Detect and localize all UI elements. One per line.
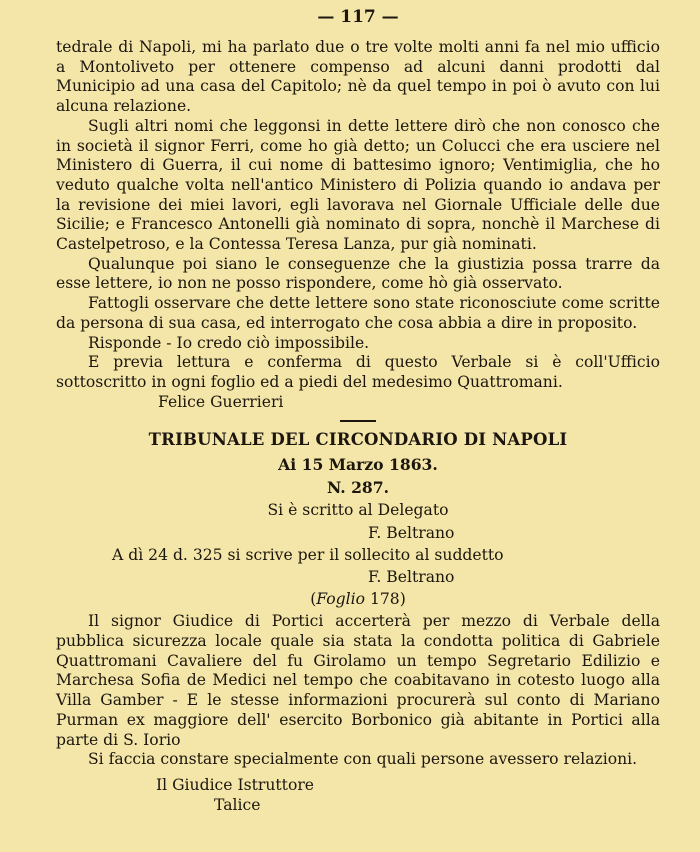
tribunal-number: N. 287. [326, 478, 390, 498]
reminder-note: A dì 24 d. 325 si scrive per il sollecito al suddetto [112, 546, 504, 565]
paragraph-question: Fattogli osservare che dette lettere sono state riconosciute come scritte da persona di sua casa, ed interrogato che cosa abbia a dire in proposito. [56, 294, 660, 332]
delegate-note: Si è scritto al Delegato [267, 501, 449, 520]
signature-guerrieri: Felice Guerrieri [158, 392, 284, 411]
folio-word: Foglio [316, 590, 365, 609]
tribunal-date: Ai 15 Marzo 1863. [278, 455, 438, 475]
paragraph-answer: Risponde - Io credo ciò impossibile. [88, 333, 370, 352]
signature-beltrano-2: F. Beltrano [368, 568, 455, 587]
paragraph-consequences: Qualunque poi siano le conseguenze che la giustizia possa trarre da esse lettere, io non ne posso rispondere, come hò già osservato. [56, 254, 660, 293]
paragraph-relations: Si faccia constare specialmente con quali persone avessero relazioni. [88, 750, 638, 769]
section-divider [340, 420, 376, 422]
paragraph-judge-order: Il signor Giudice di Portici accerterà per mezzo di Verbale della pubblica sicurezza locale quale sia stata la condotta politica di Gabriele Quattromani Cavaliere del fu Girolamo un tempo Segretario Edilizio e Marchesa Sofia de Medici nel tempo che coabitavano in cotesto luogo alla Villa Gamber - E le stesse informazioni procurerà sul conto di Mariano Purman ex maggiore dell' esercito Borbonico già abitante in Portici alla parte di S. Iorio [56, 612, 660, 749]
signature-judge-role: Il Giudice Istruttore [156, 775, 315, 794]
paragraph-other-names: Sugli altri nomi che leggonsi in dette lettere dirò che non conosco che in società il signor Ferri, come ho già detto; un Colucci che era usciere nel Ministero di Guerra, il cui nome di battesimo ignoro; Ventimiglia, che ho veduto qualche volta nell'antico Ministero di Polizia quando io andava per la revisione dei miei lavori, egli lavorava nel Giornale Ufficiale delle due Sicilie; e Francesco Antonelli già nominato di sopra, nonchè il Marchese di Castelpetroso, e la Contessa Teresa Lanza, pur già nominati. [56, 116, 660, 254]
folio-number: 178 [369, 590, 400, 609]
signature-judge-name: Talice [214, 795, 261, 814]
folio-reference: (Foglio 178) [310, 590, 406, 609]
page-number-header: — 117 — [317, 7, 399, 27]
paragraph-continuation: tedrale di Napoli, mi ha parlato due o tre volte molti anni fa nel mio ufficio a Montoliveto per ottenere compenso ad alcuni danni prodotti dal Municipio ad una casa del Capitolo; nè da quel tempo in poi ò avuto con lui alcuna relazione. [56, 38, 660, 116]
paragraph-closing: E previa lettura e conferma di questo Verbale si è coll'Ufficio sottoscritto in ogni foglio ed a piedi del medesimo Quattromani. [56, 353, 660, 391]
signature-beltrano-1: F. Beltrano [368, 524, 455, 543]
tribunal-title: TRIBUNALE DEL CIRCONDARIO DI NAPOLI [148, 430, 568, 450]
